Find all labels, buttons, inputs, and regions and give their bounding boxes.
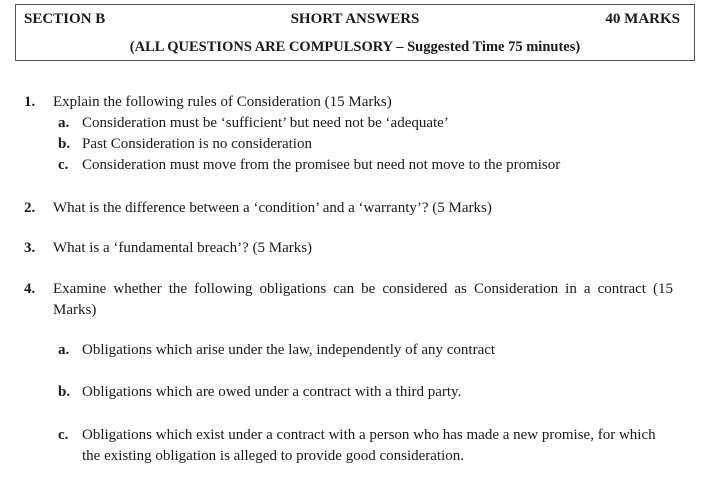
- section-label: SECTION B: [24, 11, 106, 27]
- section-marks: 40 MARKS: [605, 11, 680, 27]
- question-text: What is the difference between a ‘condition’ and a ‘warranty’? (5 Marks): [53, 200, 492, 216]
- section-title: SHORT ANSWERS: [290, 11, 420, 27]
- question-text: What is a ‘fundamental breach’? (5 Marks): [53, 240, 313, 256]
- question-number: 1.: [24, 94, 36, 110]
- part-text: Consideration must move from the promisee but need not move to the promisor: [82, 157, 561, 173]
- section-header-box: [15, 4, 695, 61]
- part-letter: b.: [58, 384, 71, 400]
- part-text: Past Consideration is no consideration: [82, 136, 312, 152]
- question-number: 2.: [24, 200, 36, 216]
- part-letter: a.: [58, 115, 70, 131]
- part-text: Consideration must be ‘sufficient’ but need not be ‘adequate’: [82, 115, 449, 131]
- header-row: [16, 11, 694, 31]
- part-letter: c.: [58, 157, 69, 173]
- question-text: Explain the following rules of Consideration (15 Marks): [53, 94, 392, 110]
- part-text: Obligations which exist under a contract with a person who has made a new promise, for which the existing obligation is alleged to provide good consideration.: [82, 427, 656, 464]
- part-text: Obligations which are owed under a contract with a third party.: [82, 384, 462, 400]
- part-letter: a.: [58, 342, 70, 358]
- question-text: Examine whether the following obligations can be considered as Consideration in a contract (15 Marks): [53, 281, 673, 318]
- question-number: 4.: [24, 281, 36, 297]
- part-text: Obligations which arise under the law, independently of any contract: [82, 342, 496, 358]
- part-letter: b.: [58, 136, 71, 152]
- part-letter: c.: [58, 427, 69, 443]
- question-number: 3.: [24, 240, 36, 256]
- section-instructions: (ALL QUESTIONS ARE COMPULSORY – Suggested Time 75 minutes): [129, 39, 581, 55]
